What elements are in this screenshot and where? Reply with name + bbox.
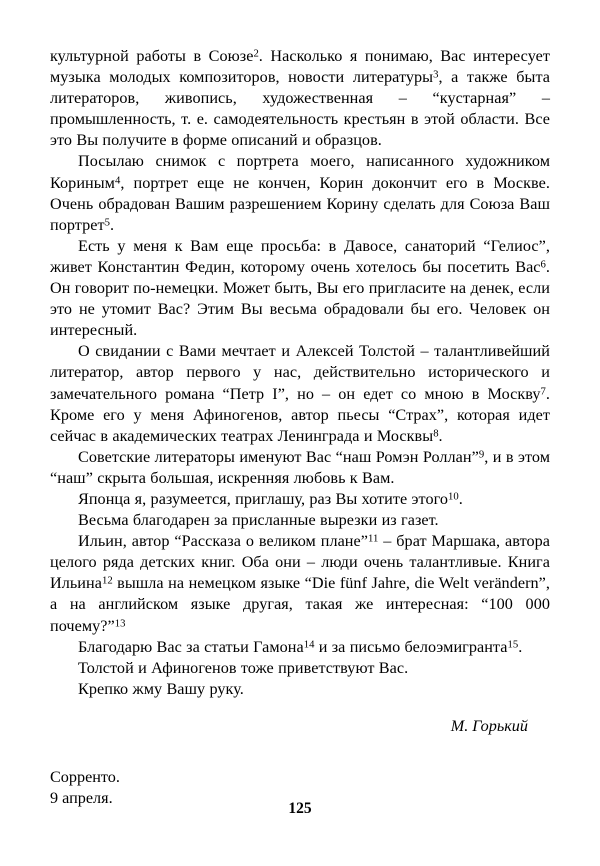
footnote-ref-13: 13	[114, 617, 126, 630]
paragraph-5: Советские литераторы именуют Вас “наш Ромэн Роллан”$^9$, и в этом “наш” скрыта большая, искренняя любовь к Вам.	[50, 447, 550, 487]
author-signature: М. Горький	[450, 716, 528, 735]
paragraph-6: Японца я, разумеется, приглашу, раз Вы хотите этого$^{10}$.	[78, 489, 463, 508]
footnote-ref-8: 8	[433, 427, 439, 440]
paragraph-11: Крепко жму Вашу руку.	[78, 679, 244, 698]
footnote-ref-12: 12	[101, 574, 113, 587]
footnote-ref-2: 2	[253, 47, 259, 60]
footnote-ref-10: 10	[448, 490, 459, 503]
footnote-ref-6: 6	[540, 258, 546, 271]
dateline-date: 9 апреля.	[50, 789, 113, 808]
paragraph-3: Есть у меня к Вам еще просьба: в Давосе, санаторий “Гелиос”, живет Константин Федин, которому очень хотелось бы посетить Вас$^6$. Он говорит по-немецки. Может быть, Вы его пригласите на денек, если это не утомит Вас? Этим Вы весьма обрадовали бы его. Человек он интересный.	[50, 236, 550, 340]
page-number: 125	[288, 800, 312, 817]
paragraph-1: культурной работы в Союзе$^2$. Насколько я понимаю, Вас интересует музыка молодых композиторов, новости литературы$^3$, а также быта литераторов, живопись, художественная – “кустарная” – промышленность, т. е. самодеятельность крестьян в этой области. Все это Вы получите в форме описаний и образцов.	[50, 47, 551, 150]
footnote-ref-3: 3	[433, 68, 439, 81]
dateline-place: Сорренто.	[50, 768, 120, 786]
paragraph-4: О свидании с Вами мечтает и Алексей Толстой – талантливейший литератор, автор первого у нас, действительно исторического и замечательного романа “Петр I”, но – он едет со мною в Москву$^7$. Кроме его у меня Афиногенов, автор пьесы “Страх”, которая идет сейчас в академических театрах Ленинграда и Москвы$^8$.	[50, 342, 550, 445]
paragraph-7: Весьма благодарен за присланные вырезки из газет.	[78, 511, 439, 530]
footnote-ref-7: 7	[540, 385, 546, 398]
footnote-ref-5: 5	[104, 216, 110, 229]
paragraph-2: Посылаю снимок с портрета моего, написанного художником Кориным$^4$, портрет еще не кончен, Корин докончит его в Москве. Очень обрадован Вашим разрешением Корину сделать для Союза Ваш портрет$^5$.	[50, 152, 550, 234]
paragraph-8: Ильин, автор “Рассказа о великом плане”$^{11}$ – брат Маршака, автора целого ряда детских книг. Оба они – люди очень талантливые. Книга Ильина$^{12}$ вышла на немецком языке “Die fünf Jahre, die Welt verändern”, а на английском языке другая, такая же интересная: “100 000 почему?”$^{13}$	[50, 532, 550, 635]
footnote-ref-11: 11	[368, 532, 379, 545]
footnote-ref-15: 15	[507, 638, 519, 651]
paragraph-9: Благодарю Вас за статьи Гамона$^{14}$ и за письмо белоэмигранта$^{15}$.	[78, 637, 523, 656]
footnote-ref-4: 4	[114, 174, 121, 187]
paragraph-10: Толстой и Афиногенов тоже приветствуют Вас.	[78, 658, 409, 677]
footnote-ref-14: 14	[303, 638, 315, 651]
footnote-ref-9: 9	[478, 448, 485, 461]
body-text-block	[50, 46, 550, 809]
